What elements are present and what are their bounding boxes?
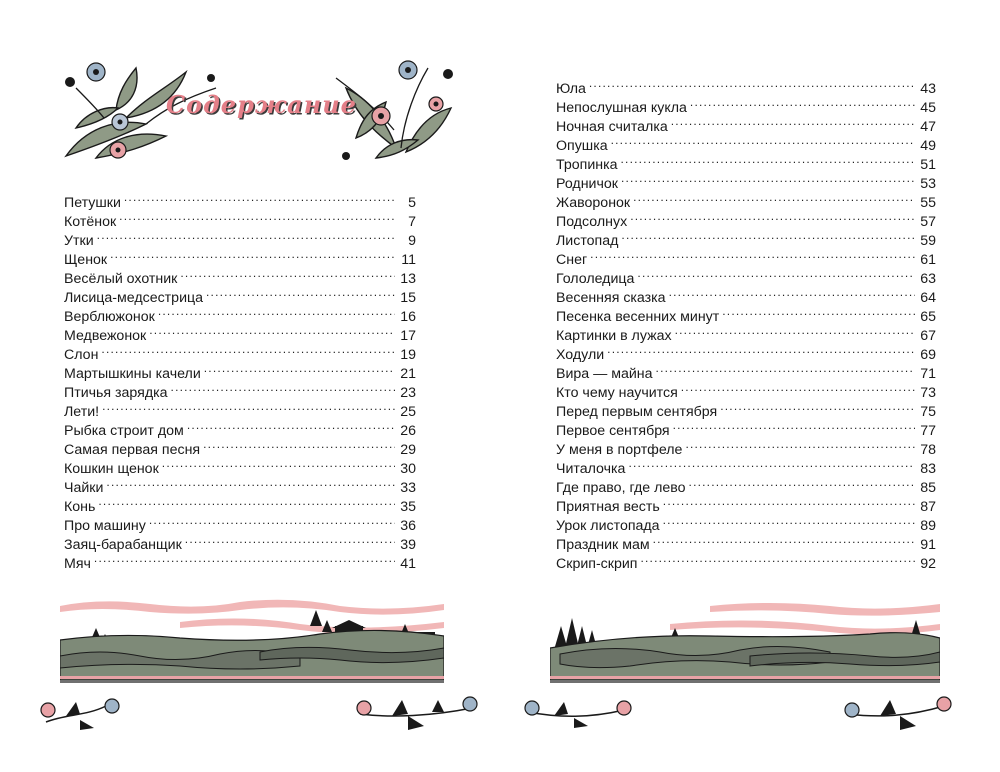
toc-entry-page-number: 17 xyxy=(400,328,416,344)
toc-entry-title: Ночная считалка xyxy=(556,119,668,135)
toc-leader-dots xyxy=(611,131,915,150)
toc-leader-dots xyxy=(671,112,915,131)
toc-entry-page-number: 49 xyxy=(920,138,936,154)
toc-entry xyxy=(64,245,416,268)
toc-leader-dots xyxy=(102,397,395,416)
toc-leader-dots xyxy=(720,397,915,416)
pink-flower-icon xyxy=(372,107,390,125)
toc-entry-page-number: 19 xyxy=(400,347,416,363)
toc-leader-dots xyxy=(690,93,915,112)
toc-leader-dots xyxy=(124,188,395,207)
toc-entry-page-number: 78 xyxy=(920,442,936,458)
toc-entry-page-number: 45 xyxy=(920,100,936,116)
toc-entry-page-number: 13 xyxy=(400,271,416,287)
toc-entry-page-number: 91 xyxy=(920,537,936,553)
toc-leader-dots xyxy=(656,359,915,378)
landscape-with-forest xyxy=(550,596,940,690)
toc-leader-dots xyxy=(101,340,395,359)
toc-entry-title: Мяч xyxy=(64,556,91,572)
toc-entry-page-number: 41 xyxy=(400,556,416,572)
toc-entry-page-number: 83 xyxy=(920,461,936,477)
toc-entry-title: Конь xyxy=(64,499,96,515)
toc-leader-dots xyxy=(640,549,915,568)
toc-entry-title: Скрип-скрип xyxy=(556,556,638,572)
toc-entry-title: Мартышкины качели xyxy=(64,366,201,382)
toc-leader-dots xyxy=(621,169,915,188)
toc-entry xyxy=(556,359,936,382)
toc-entry-title: Перед первым сентября xyxy=(556,404,718,420)
toc-entry xyxy=(556,74,936,97)
toc-entry-page-number: 55 xyxy=(920,195,936,211)
toc-entry-page-number: 92 xyxy=(920,556,936,572)
toc-entry-page-number: 16 xyxy=(400,309,416,325)
blue-flower-icon xyxy=(112,114,128,130)
toc-entry-title: Снег xyxy=(556,252,588,268)
toc-entry-page-number: 21 xyxy=(400,366,416,382)
toc-entry-page-number: 5 xyxy=(408,195,416,211)
toc-entry xyxy=(64,226,416,249)
toc-entry xyxy=(556,264,936,287)
toc-entry-page-number: 69 xyxy=(920,347,936,363)
toc-entry-title: Лисица-медсестрица xyxy=(64,290,204,306)
toc-leader-dots xyxy=(94,549,395,568)
toc-leader-dots xyxy=(110,245,395,264)
toc-entry-title: Про машину xyxy=(64,518,146,534)
toc-entry-page-number: 59 xyxy=(920,233,936,249)
toc-entry-title: Медвежонок xyxy=(64,328,147,344)
toc-entry-page-number: 67 xyxy=(920,328,936,344)
flower-sprig-icon xyxy=(36,694,128,734)
toc-entry-page-number: 89 xyxy=(920,518,936,534)
toc-leader-dots xyxy=(180,264,395,283)
toc-entry-page-number: 39 xyxy=(400,537,416,553)
page-title: Содержание xyxy=(166,90,357,119)
toc-entry-page-number: 57 xyxy=(920,214,936,230)
toc-entry-page-number: 36 xyxy=(400,518,416,534)
toc-entry-page-number: 75 xyxy=(920,404,936,420)
blue-flower-icon xyxy=(87,63,105,81)
toc-entry xyxy=(556,245,936,268)
flower-sprig-icon xyxy=(520,694,636,734)
toc-entry-title: Урок листопада xyxy=(556,518,660,534)
toc-leader-dots xyxy=(633,188,915,207)
toc-entry-title: Подсолнух xyxy=(556,214,628,230)
toc-entry-title: Опушка xyxy=(556,138,608,154)
toc-entry-title: Жаворонок xyxy=(556,195,631,211)
toc-entry-title: Праздник мам xyxy=(556,537,650,553)
toc-entry-title: Юла xyxy=(556,81,586,97)
toc-entry-title: Тропинка xyxy=(556,157,618,173)
toc-entry-title: Самая первая песня xyxy=(64,442,201,458)
toc-leader-dots xyxy=(621,150,915,169)
toc-entry-title: Весёлый охотник xyxy=(64,271,178,287)
toc-leader-dots xyxy=(162,454,395,473)
toc-leader-dots xyxy=(669,283,915,302)
toc-entry-page-number: 26 xyxy=(400,423,416,439)
toc-entry-page-number: 30 xyxy=(400,461,416,477)
toc-leader-dots xyxy=(185,530,395,549)
toc-entry-page-number: 29 xyxy=(400,442,416,458)
toc-entry-title: Весенняя сказка xyxy=(556,290,666,306)
toc-leader-dots xyxy=(589,74,915,93)
toc-leader-dots xyxy=(98,492,395,511)
pink-flower-icon xyxy=(429,97,443,111)
toc-entry xyxy=(64,511,416,534)
toc-entry-title: У меня в портфеле xyxy=(556,442,683,458)
pink-flower-icon xyxy=(110,142,126,158)
toc-entry-title: Листопад xyxy=(556,233,619,249)
right-page xyxy=(500,0,1000,772)
toc-entry xyxy=(556,340,936,363)
toc-entry-title: Слон xyxy=(64,347,99,363)
toc-leader-dots xyxy=(653,530,915,549)
toc-entry-title: Непослушная кукла xyxy=(556,100,687,116)
toc-leader-dots xyxy=(675,321,915,340)
toc-entry-page-number: 87 xyxy=(920,499,936,515)
toc-entry-title: Вира — майна xyxy=(556,366,653,382)
toc-entry xyxy=(64,549,416,572)
toc-entry-page-number: 85 xyxy=(920,480,936,496)
toc-entry-title: Кто чему научится xyxy=(556,385,678,401)
flower-sprig-icon xyxy=(840,694,956,734)
toc-entry-title: Где право, где лево xyxy=(556,480,686,496)
toc-entry xyxy=(64,340,416,363)
toc-entry-page-number: 23 xyxy=(400,385,416,401)
toc-entry xyxy=(556,93,936,116)
blue-flower-icon xyxy=(399,61,417,79)
toc-leader-dots xyxy=(206,283,395,302)
table-of-contents-right xyxy=(556,74,936,572)
toc-entry-title: Первое сентября xyxy=(556,423,670,439)
toc-entry-page-number: 11 xyxy=(401,252,416,268)
toc-entry-page-number: 43 xyxy=(920,81,936,97)
toc-entry-title: Приятная весть xyxy=(556,499,660,515)
toc-entry-title: Лети! xyxy=(64,404,100,420)
toc-entry-title: Верблюжонок xyxy=(64,309,155,325)
toc-entry xyxy=(64,359,416,382)
toc-entry-page-number: 53 xyxy=(920,176,936,192)
toc-entry xyxy=(556,131,936,154)
toc-leader-dots xyxy=(630,207,915,226)
toc-leader-dots xyxy=(97,226,395,245)
toc-entry-title: Кошкин щенок xyxy=(64,461,159,477)
toc-leader-dots xyxy=(607,340,915,359)
toc-entry-title: Заяц-барабанщик xyxy=(64,537,182,553)
toc-entry-page-number: 7 xyxy=(408,214,416,230)
toc-entry xyxy=(64,264,416,287)
table-of-contents-left xyxy=(64,188,416,572)
toc-entry-title: Щенок xyxy=(64,252,108,268)
toc-leader-dots xyxy=(203,435,395,454)
toc-leader-dots xyxy=(681,378,915,397)
toc-leader-dots xyxy=(673,416,915,435)
toc-entry xyxy=(64,492,416,515)
toc-leader-dots xyxy=(204,359,395,378)
toc-entry-title: Гололедица xyxy=(556,271,635,287)
toc-entry-page-number: 51 xyxy=(920,157,936,173)
toc-leader-dots xyxy=(149,511,395,530)
toc-entry-page-number: 15 xyxy=(400,290,416,306)
toc-entry xyxy=(64,473,416,496)
toc-entry-page-number: 64 xyxy=(920,290,936,306)
toc-entry-page-number: 61 xyxy=(920,252,936,268)
toc-entry-title: Родничок xyxy=(556,176,618,192)
toc-entry-page-number: 63 xyxy=(920,271,936,287)
toc-leader-dots xyxy=(187,416,395,435)
toc-entry-title: Песенка весенних минут xyxy=(556,309,720,325)
toc-entry xyxy=(64,416,416,439)
toc-leader-dots xyxy=(637,264,915,283)
toc-leader-dots xyxy=(590,245,915,264)
toc-entry-page-number: 33 xyxy=(400,480,416,496)
toc-entry-page-number: 35 xyxy=(400,499,416,515)
flower-sprig-icon xyxy=(352,694,484,734)
toc-entry-page-number: 47 xyxy=(920,119,936,135)
toc-leader-dots xyxy=(722,302,915,321)
toc-leader-dots xyxy=(628,454,915,473)
toc-leader-dots xyxy=(149,321,395,340)
toc-entry-title: Рыбка строит дом xyxy=(64,423,184,439)
toc-entry-page-number: 65 xyxy=(920,309,936,325)
toc-entry-title: Чайки xyxy=(64,480,104,496)
toc-leader-dots xyxy=(106,473,395,492)
toc-entry-title: Котёнок xyxy=(64,214,117,230)
toc-leader-dots xyxy=(663,492,915,511)
toc-entry-title: Читалочка xyxy=(556,461,626,477)
toc-entry xyxy=(64,188,416,211)
toc-entry-title: Утки xyxy=(64,233,94,249)
toc-entry-title: Ходули xyxy=(556,347,605,363)
toc-leader-dots xyxy=(158,302,395,321)
toc-entry-title: Птичья зарядка xyxy=(64,385,168,401)
toc-leader-dots xyxy=(685,435,915,454)
toc-entry-page-number: 9 xyxy=(408,233,416,249)
toc-entry xyxy=(556,150,936,173)
toc-entry-page-number: 77 xyxy=(920,423,936,439)
toc-leader-dots xyxy=(621,226,915,245)
toc-entry-page-number: 73 xyxy=(920,385,936,401)
toc-entry-page-number: 25 xyxy=(400,404,416,420)
toc-entry xyxy=(64,397,416,420)
toc-entry-page-number: 71 xyxy=(920,366,936,382)
landscape-with-village xyxy=(60,596,444,690)
toc-entry-title: Петушки xyxy=(64,195,121,211)
toc-leader-dots xyxy=(119,207,395,226)
toc-leader-dots xyxy=(663,511,915,530)
toc-entry-title: Картинки в лужах xyxy=(556,328,672,344)
toc-leader-dots xyxy=(689,473,915,492)
toc-leader-dots xyxy=(171,378,395,397)
